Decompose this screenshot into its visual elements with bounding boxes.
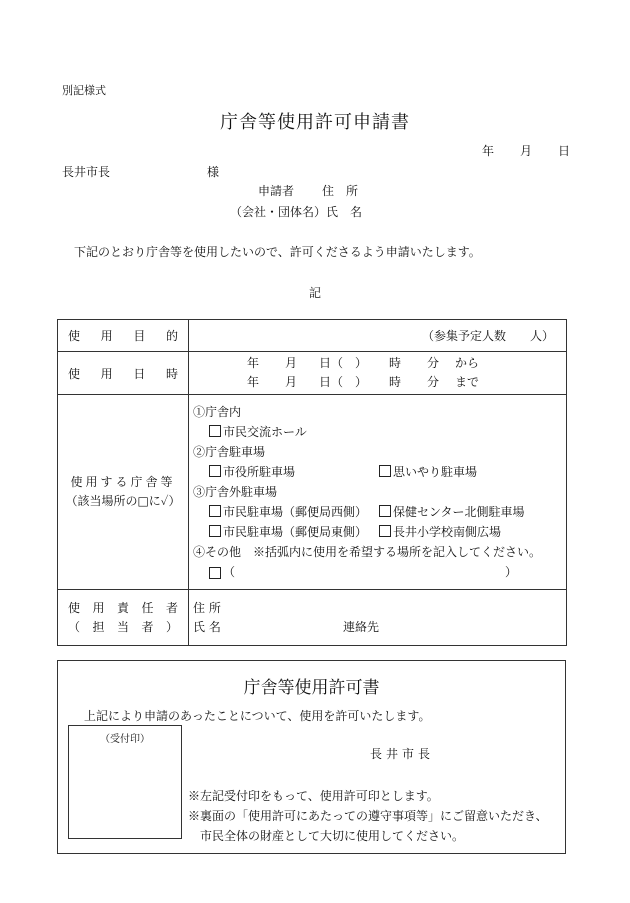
- applicant-line: [258, 182, 358, 199]
- option-label: 保健センター北側駐車場: [393, 505, 525, 519]
- place-group-outside-parking: ③庁舎外駐車場: [193, 485, 278, 499]
- option-label: 市民駐車場（郵便局東側）: [223, 525, 368, 539]
- date-line: [482, 142, 570, 159]
- other-close-paren: ）: [505, 565, 518, 579]
- permit-title: 庁舎等使用許可書: [243, 678, 380, 698]
- date-from-month: 月: [285, 356, 298, 370]
- page-title: 庁舎等使用許可申請書: [220, 112, 410, 133]
- resp-label-char: 責: [116, 600, 129, 615]
- checkbox[interactable]: [209, 525, 221, 537]
- date-from-suffix: から: [455, 356, 480, 370]
- permit-box: [57, 660, 566, 854]
- option-label: 思いやり駐車場: [393, 465, 478, 479]
- date-to-suffix: まで: [455, 375, 480, 389]
- option-omoiyari-parking[interactable]: [379, 462, 477, 482]
- honorific: 様: [207, 165, 220, 179]
- resp-address-label: 住 所: [193, 600, 221, 615]
- date-from-minute: 分: [427, 356, 440, 370]
- date-to-minute: 分: [427, 375, 440, 389]
- stamp-label: （受付印）: [100, 734, 150, 745]
- date-label-char: 時: [165, 366, 178, 381]
- place-group-office-parking: ②庁舎駐車場: [193, 445, 266, 459]
- option-school-plaza[interactable]: [379, 522, 501, 542]
- permit-note: 市民全体の財産として大切に使用してください。: [188, 829, 465, 843]
- resp-label-char: 当: [116, 619, 129, 634]
- reception-stamp-box: [68, 725, 182, 839]
- date-row: [58, 352, 567, 395]
- resp-label-char: 任: [141, 600, 154, 615]
- resp-contact-label: 連絡先: [343, 619, 380, 634]
- option-label: 市民駐車場（郵便局西側）: [223, 505, 368, 519]
- option-citizen-parking-east[interactable]: [209, 522, 379, 542]
- permit-text: 上記により申請のあったことについて、使用を許可いたします。: [84, 709, 431, 723]
- place-row: [58, 395, 567, 590]
- option-row: [193, 502, 566, 522]
- date-year: 年: [482, 144, 495, 158]
- mayor-signature: 長井市長: [370, 747, 435, 761]
- resp-label-char: （: [68, 619, 81, 634]
- place-label-line2: （該当場所の□に✓）: [65, 494, 181, 508]
- checkbox[interactable]: [209, 505, 221, 517]
- option-health-center-parking[interactable]: [379, 502, 525, 522]
- other-input[interactable]: [235, 562, 505, 582]
- date-label-char: 使: [68, 366, 81, 381]
- date-from-day: 日（ ）: [319, 356, 368, 370]
- attendance-note: （参集予定人数 人）: [421, 329, 554, 343]
- purpose-label-char: 用: [100, 329, 113, 343]
- purpose-label-char: 的: [165, 329, 178, 343]
- date-from-line: [189, 354, 566, 373]
- option-label: 市民交流ホール: [223, 425, 307, 439]
- purpose-label-char: 使: [68, 329, 81, 343]
- resp-label-char: 用: [92, 600, 105, 615]
- date-label-char: 用: [100, 366, 113, 381]
- option-row: [193, 522, 566, 542]
- option-city-hall-parking[interactable]: [209, 462, 379, 482]
- date-to-day: 日（ ）: [319, 375, 368, 389]
- addressee: 長井市長: [62, 165, 111, 179]
- place-group-office: ①庁舎内: [193, 405, 242, 419]
- permit-note: ※裏面の「使用許可にあたっての遵守事項等」にご留意いただき、: [188, 809, 548, 823]
- option-citizen-parking-west[interactable]: [209, 502, 379, 522]
- date-label: [58, 352, 189, 395]
- application-table: [57, 319, 567, 646]
- date-from-year: 年: [247, 356, 260, 370]
- option-label: 長井小学校南側広場: [393, 525, 502, 539]
- purpose-label: [58, 320, 189, 352]
- resp-label-char: 者: [141, 619, 154, 634]
- responsible-field[interactable]: [189, 590, 567, 646]
- date-month: 月: [520, 144, 533, 158]
- other-open-paren: （: [223, 565, 236, 579]
- permit-note: ※左記受付印をもって、使用許可印とします。: [188, 789, 439, 803]
- date-to-year: 年: [247, 375, 260, 389]
- applicant-address-label: 住 所: [322, 184, 359, 198]
- responsible-row: [58, 590, 567, 646]
- form-label: 別記様式: [62, 84, 106, 97]
- date-field[interactable]: [189, 352, 567, 395]
- purpose-field[interactable]: [189, 320, 567, 352]
- checkbox[interactable]: [379, 465, 391, 477]
- resp-label-char: 使: [68, 600, 81, 615]
- resp-name-label: 氏 名: [193, 619, 221, 634]
- purpose-label-char: 目: [133, 329, 146, 343]
- option-civic-hall[interactable]: [193, 422, 566, 442]
- checkbox[interactable]: [209, 465, 221, 477]
- date-from-hour: 時: [389, 356, 402, 370]
- option-row: [193, 462, 566, 482]
- date-to-line: [189, 373, 566, 392]
- applicant-label: 申請者: [258, 184, 295, 198]
- intro-text: 下記のとおり庁舎等を使用したいので、許可くださるよう申請いたします。: [74, 245, 481, 259]
- date-day: 日: [558, 144, 571, 158]
- date-label-char: 日: [133, 366, 146, 381]
- responsible-label: [58, 590, 189, 646]
- checkbox[interactable]: [209, 425, 221, 437]
- resp-label-char: 者: [165, 600, 178, 615]
- checkbox[interactable]: [209, 567, 221, 579]
- place-group-other: ④その他 ※括弧内に使用を希望する場所を記入してください。: [193, 545, 542, 559]
- checkbox[interactable]: [379, 505, 391, 517]
- date-to-month: 月: [285, 375, 298, 389]
- option-other[interactable]: [193, 562, 566, 582]
- applicant-name-label: （会社・団体名）氏 名: [230, 205, 363, 219]
- ki-heading: 記: [308, 286, 321, 300]
- resp-label-char: 担: [92, 619, 105, 634]
- resp-label-char: ）: [165, 619, 178, 634]
- purpose-row: [58, 320, 567, 352]
- checkbox[interactable]: [379, 525, 391, 537]
- place-label-line1: 使用する庁舎等: [70, 475, 176, 489]
- place-label: [58, 395, 189, 590]
- date-to-hour: 時: [389, 375, 402, 389]
- option-label: 市役所駐車場: [223, 465, 296, 479]
- place-options: [189, 395, 567, 590]
